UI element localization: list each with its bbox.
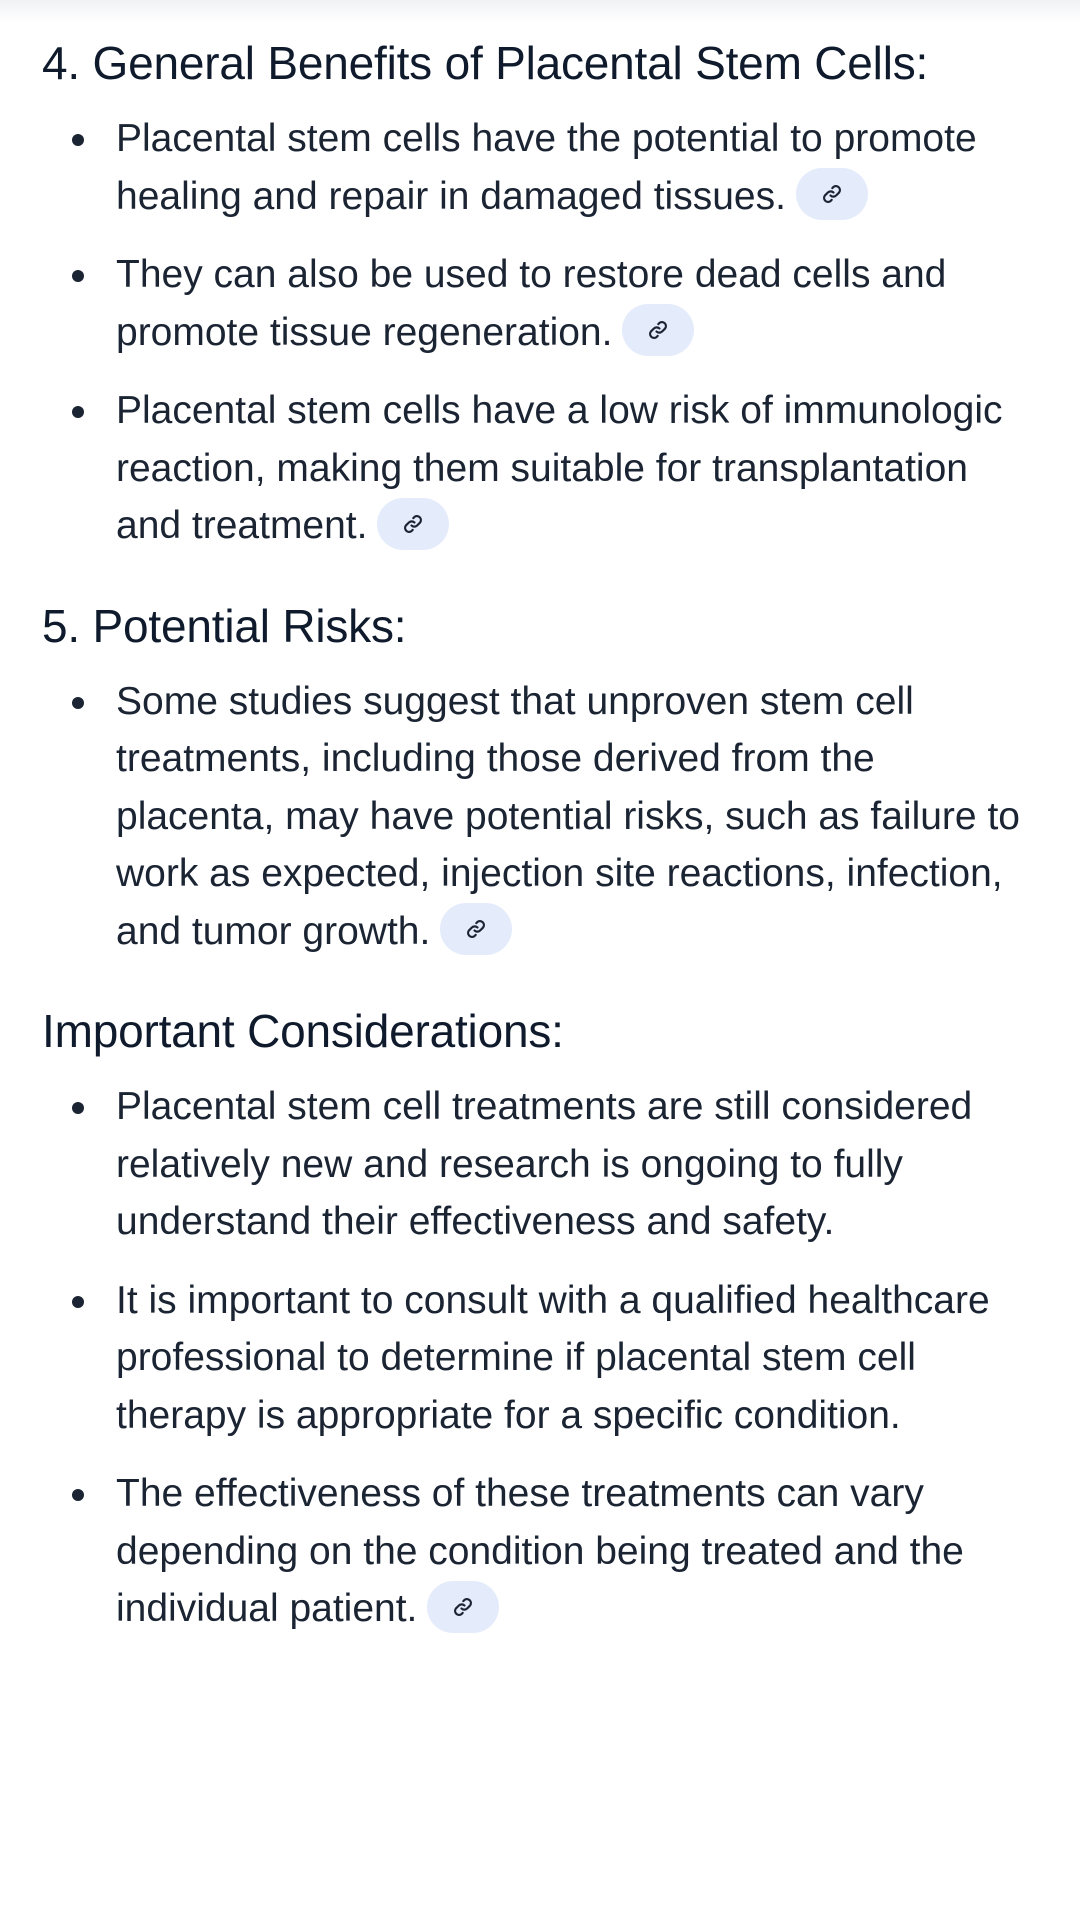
source-link-chip[interactable]: [622, 304, 694, 356]
list-item: [42, 1465, 1038, 1638]
list-item-text: Placental stem cell treatments are still considered relatively new and research is ongoing to fully understand their effectiveness and safety.: [116, 1085, 973, 1243]
section-heading: 4. General Benefits of Placental Stem Cells:: [42, 37, 929, 89]
list-item: [42, 246, 1038, 361]
section-general-benefits: [42, 28, 1038, 555]
link-icon: [464, 917, 488, 941]
list-item-text: Some studies suggest that unproven stem cell treatments, including those derived from the placenta, may have potential risks, such as failure to work as expected, injection site reactions, infection, and tumor growth.: [116, 679, 1020, 953]
source-link-chip[interactable]: [440, 903, 512, 955]
section-heading: 5. Potential Risks:: [42, 599, 407, 652]
list-item-text: Placental stem cells have a low risk of immunologic reaction, making them suitable for transplantation and treatment.: [116, 389, 1003, 547]
list-item: [42, 382, 1038, 555]
list-item-text: They can also be used to restore dead cells and promote tissue regeneration.: [116, 253, 947, 354]
source-link-chip[interactable]: [427, 1581, 499, 1633]
section-potential-risks: [42, 591, 1038, 961]
link-icon: [451, 1595, 475, 1619]
source-link-chip[interactable]: [796, 168, 868, 220]
list-item-text: It is important to consult with a qualified healthcare professional to determine if placental stem cell therapy is appropriate for a specific condition.: [116, 1278, 990, 1437]
list-item: [42, 673, 1038, 961]
list-item-text: The effectiveness of these treatments can vary depending on the condition being treated and the individual patient.: [116, 1472, 964, 1630]
bullet-list: [42, 110, 1038, 555]
list-item-text: Placental stem cells have the potential to promote healing and repair in damaged tissues.: [116, 117, 977, 218]
list-item: [42, 1078, 1038, 1251]
bullet-list: [42, 1078, 1038, 1638]
link-icon: [820, 182, 844, 206]
link-icon: [646, 318, 670, 342]
source-link-chip[interactable]: [377, 498, 449, 550]
link-icon: [401, 512, 425, 536]
list-item: [42, 110, 1038, 225]
list-item: [42, 1272, 1038, 1445]
section-important-considerations: [42, 996, 1038, 1638]
section-heading: Important Considerations:: [42, 1005, 564, 1057]
bullet-list: [42, 673, 1038, 961]
